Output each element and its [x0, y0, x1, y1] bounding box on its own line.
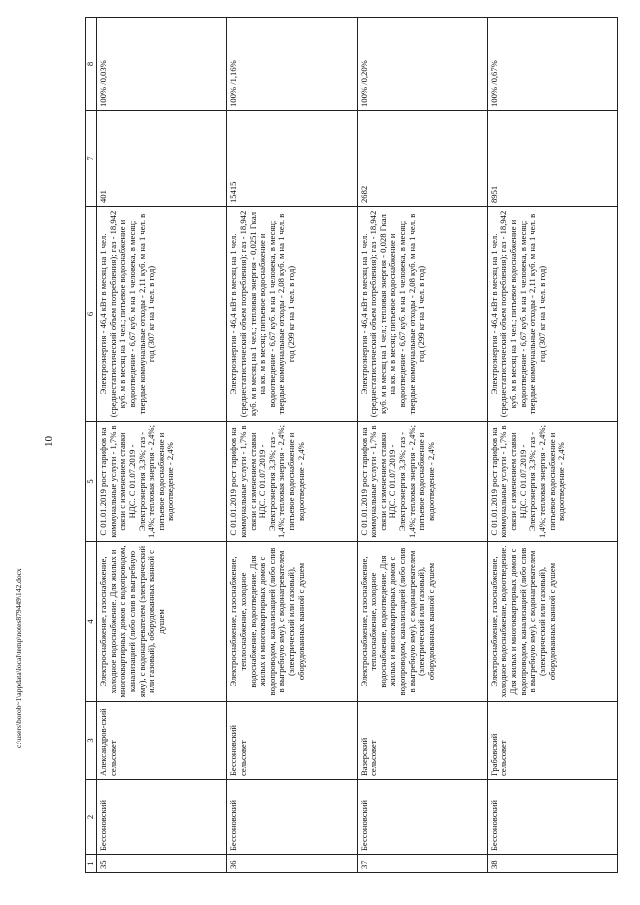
- row-number: 36: [227, 855, 357, 873]
- district-cell: Бессоновский: [357, 780, 487, 855]
- population-cell: 2682: [357, 111, 487, 207]
- header-cell: 8: [86, 18, 97, 111]
- header-row: [86, 18, 97, 873]
- council-cell: Александров-ский сельсовет: [97, 702, 227, 780]
- rotated-table-container: [85, 18, 618, 873]
- council-cell: Грабовский сельсовет: [487, 702, 617, 780]
- population-cell: 15415: [227, 111, 357, 207]
- footer-file-path: c:\users\borob~1\appdata\local\temp\notes879449\142.docx: [14, 568, 23, 748]
- consumption-cell: Электроэнергия - 46,4 кВт в месяц на 1 чел. (среднестатистический объем потребления); газ - 18,942 куб. м в месяц на 1 чел.; тепловая энергия - 0,0251 Гкал на кв. м в месяц; питьевое водоснабжение и водоотведение - 6,67 куб. м на 1 человека, в месяц; твердые коммунальные отходы - 2,08 куб. м на 1 чел. в год (299 кг на 1 чел. в год): [227, 207, 357, 422]
- tariff-cell: С 01.01.2019 рост тарифов на коммунальные услуги - 1,7% в связи с изменением ставки НДС. С 01.07.2019 - Электроэнергия 3,3%; газ - 1,4%; тепловая энергия - 2,4%; питьевое водоснабжение и водоотведение - 2,4%: [227, 422, 357, 542]
- district-cell: Бессоновский: [487, 780, 617, 855]
- tariff-cell: С 01.01.2019 рост тарифов на коммунальные услуги - 1,7% в связи с изменением ставки НДС. С 01.07.2019 - Электроэнергия 3,3%; газ - 1,4%; тепловая энергия - 2,4%; питьевое водоснабжение и водоотведение - 2,4%: [357, 422, 487, 542]
- header-cell: 6: [86, 207, 97, 422]
- consumption-cell: Электроэнергия - 46,4 кВт в месяц на 1 чел. (среднестатистический объем потребления); газ - 18,942 куб. м в месяц на 1 чел.; тепловая энергия - 0,028 Гкал на кв. м в месяц; питьевое водоснабжение и водоотведение - 6,67 куб. м на 1 человека, в месяц; твердые коммунальные отходы - 2,08 куб. м на 1 чел. в год (299 кг на 1 чел. в год): [357, 207, 487, 422]
- header-cell: 3: [86, 702, 97, 780]
- row-number: 38: [487, 855, 617, 873]
- tariff-table: [85, 17, 618, 873]
- services-cell: Электроснабжение, газоснабжение, холодное водоснабжение. Для жилых и многоквартирных домов с водопроводом, канализацией (либо слив в выгребную яму), с водонагревателем (электрический или газовый), оборудованных ванной с душем: [97, 542, 227, 702]
- district-cell: Бессоновский: [97, 780, 227, 855]
- population-cell: 8951: [487, 111, 617, 207]
- services-cell: Электроснабжение, газоснабжение, теплоснабжение, холодное водоснабжение, водоотведение. Для жилых и многоквартирных домов с водопроводом, канализацией (либо слив в выгребную яму), с водонагревателем (электрический или газовый), оборудованных ванной с душем: [357, 542, 487, 702]
- page-number: 10: [43, 436, 55, 447]
- header-cell: 7: [86, 111, 97, 207]
- consumption-cell: Электроэнергия - 46,4 кВт в месяц на 1 чел. (среднестатистический объем потребления); газ - 18,942 куб. м в месяц на 1 чел.; питьевое водоснабжение и водоотведение - 6,67 куб. м на 1 человека, в месяц; твердые коммунальные отходы - 2,11 куб. м на 1 чел. в год (307 кг на 1 чел. в год): [97, 207, 227, 422]
- row-number: 37: [357, 855, 487, 873]
- header-cell: 2: [86, 780, 97, 855]
- percent-cell: 100% /0,20%: [357, 18, 487, 111]
- table-row: [487, 18, 617, 873]
- council-cell: Бессоновский сельсовет: [227, 702, 357, 780]
- header-cell: 1: [86, 855, 97, 873]
- consumption-cell: Электроэнергия - 46,4 кВт в месяц на 1 чел. (среднестатистический объем потребления); газ - 18,942 куб. м в месяц на 1 чел.; питьевое водоснабжение и водоотведение - 6,67 куб. м на 1 человека, в месяц; твердые коммунальные отходы - 2,11 куб. м на 1 чел. в год (307 кг на 1 чел. в год): [487, 207, 617, 422]
- table-row: [357, 18, 487, 873]
- header-cell: 5: [86, 422, 97, 542]
- percent-cell: 100% /0,03%: [97, 18, 227, 111]
- tariff-cell: С 01.01.2019 рост тарифов на коммунальные услуги - 1,7% в связи с изменением ставки НДС. С 01.07.2019 - Электроэнергия 3,3%; газ - 1,4%; тепловая энергия - 2,4%; питьевое водоснабжение и водоотведение - 2,4%: [97, 422, 227, 542]
- tariff-cell: С 01.01.2019 рост тарифов на коммунальные услуги - 1,7% в связи с изменением ставки НДС. С 01.07.2019 - Электроэнергия 3,3%; газ - 1,4%; тепловая энергия - 2,4%; питьевое водоснабжение и водоотведение - 2,4%: [487, 422, 617, 542]
- percent-cell: 100% /1,16%: [227, 18, 357, 111]
- services-cell: Электроснабжение, газоснабжение, холодное водоснабжение, водоотведение. Для жилых и многоквартирных домов с водопроводом, канализацией (либо слив в выгребную яму), с водонагревателем (электрический или газовый), оборудованных ванной с душем: [487, 542, 617, 702]
- services-cell: Электроснабжение, газоснабжение, теплоснабжение, холодное водоснабжение, водоотведение. Для жилых и многоквартирных домов с водопроводом, канализацией (либо слив в выгребную яму), с водонагревателем (электрический или газовый), оборудованных ванной с душем: [227, 542, 357, 702]
- row-number: 35: [97, 855, 227, 873]
- population-cell: 401: [97, 111, 227, 207]
- district-cell: Бессоновский: [227, 780, 357, 855]
- percent-cell: 100% /0,67%: [487, 18, 617, 111]
- table-row: [227, 18, 357, 873]
- council-cell: Вазерский сельсовет: [357, 702, 487, 780]
- header-cell: 4: [86, 542, 97, 702]
- table-row: [97, 18, 227, 873]
